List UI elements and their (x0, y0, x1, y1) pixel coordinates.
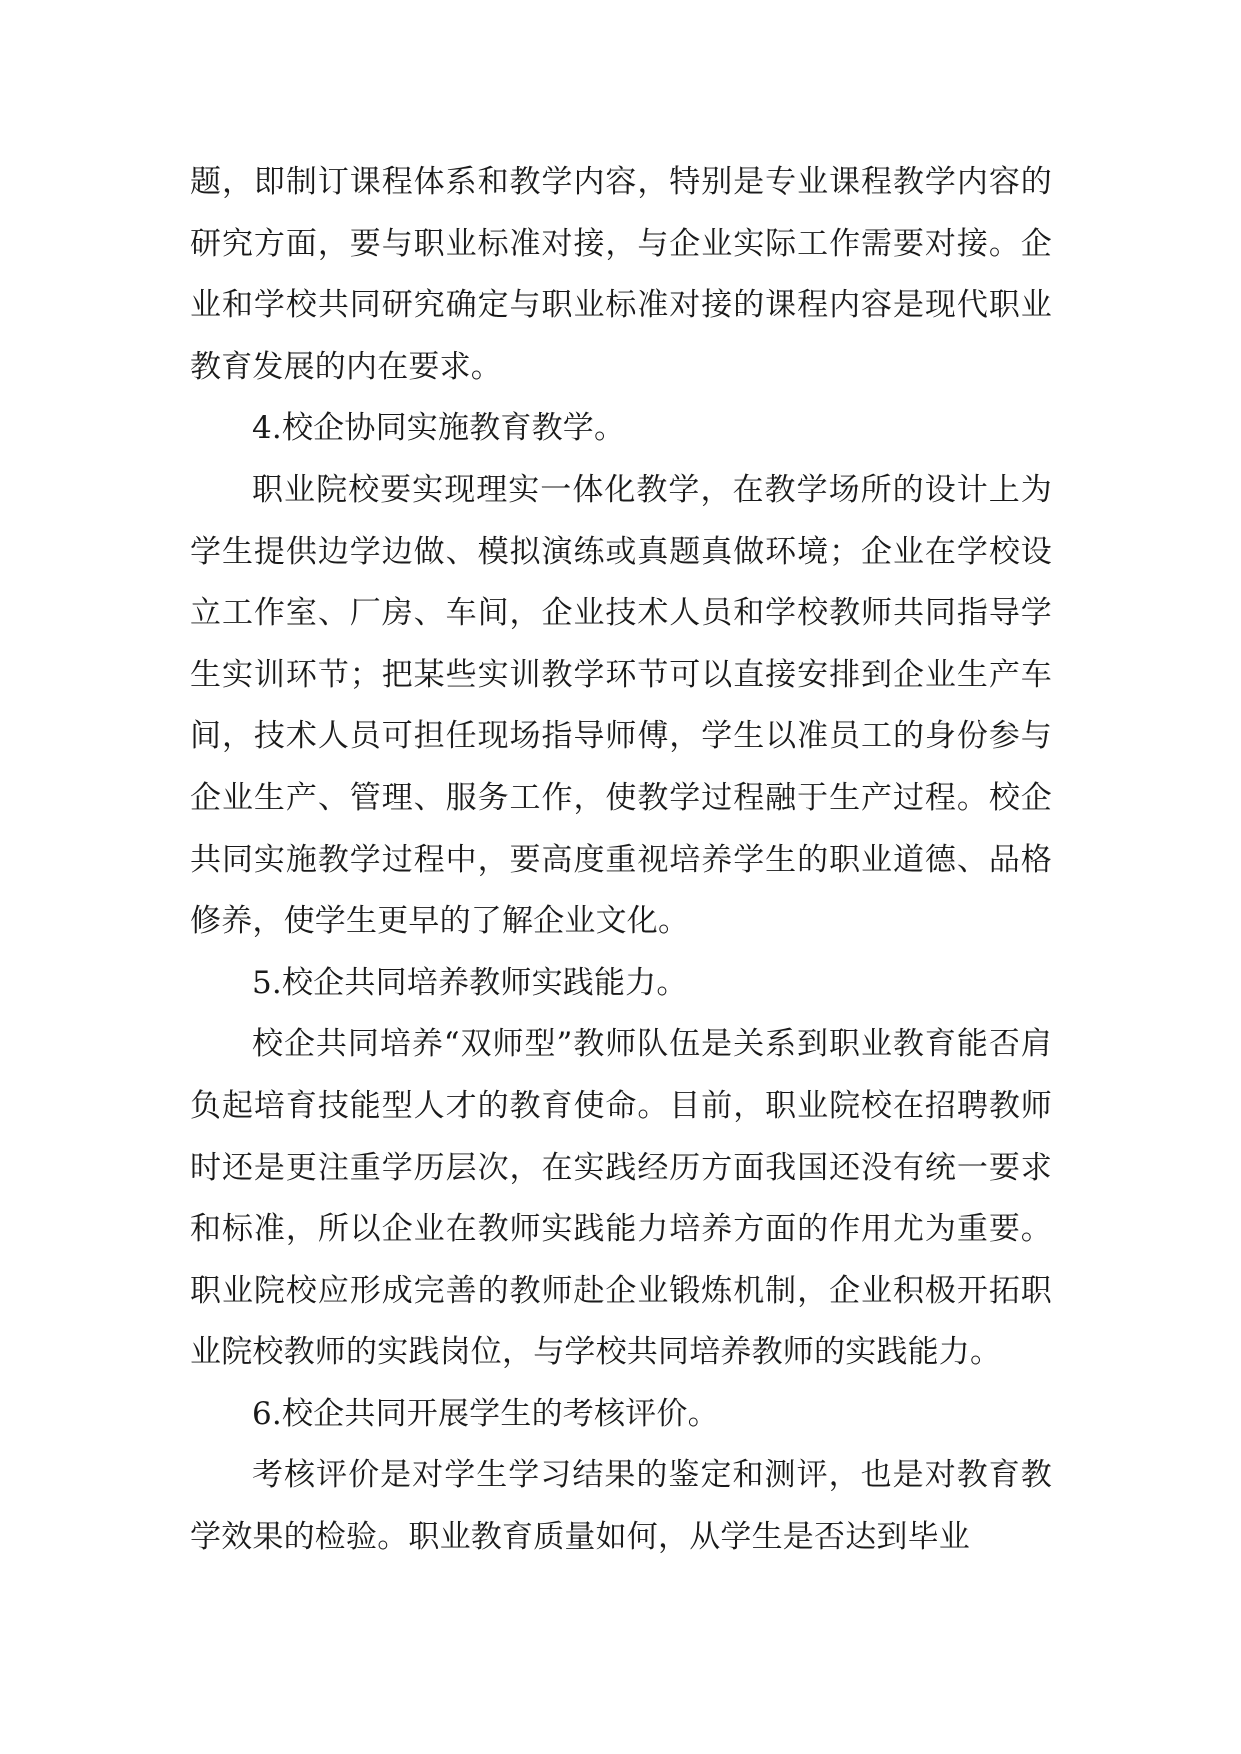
paragraph-section-4: 职业院校要实现理实一体化教学，在教学场所的设计上为学生提供边学边做、模拟演练或真题真做环境；企业在学校设立工作室、厂房、车间，企业技术人员和学校教师共同指导学生实训环节；把某些实训教学环节可以直接安排到企业生产车间，技术人员可担任现场指导师傅，学生以准员工的身份参与企业生产、管理、服务工作，使教学过程融于生产过程。校企共同实施教学过程中，要高度重视培养学生的职业道德、品格修养，使学生更早的了解企业文化。 (190, 471, 1052, 940)
section-heading-5: 5.校企共同培养教师实践能力。 (252, 964, 688, 1001)
paragraph-continuation: 题，即制订课程体系和教学内容，特别是专业课程教学内容的研究方面，要与职业标准对接，与企业实际工作需要对接。企业和学校共同研究确定与职业标准对接的课程内容是现代职业教育发展的内在要求。 (190, 164, 1052, 385)
document-body (190, 152, 1052, 1569)
paragraph-section-6: 考核评价是对学生学习结果的鉴定和测评，也是对教育教学效果的检验。职业教育质量如何，从学生是否达到毕业 (190, 1457, 1052, 1556)
paragraph-section-5: 校企共同培养“双师型”教师队伍是关系到职业教育能否肩负起培育技能型人才的教育使命。目前，职业院校在招聘教师时还是更注重学历层次，在实践经历方面我国还没有统一要求和标准，所以企业在教师实践能力培养方面的作用尤为重要。职业院校应形成完善的教师赴企业锻炼机制，企业积极开拓职业院校教师的实践岗位，与学校共同培养教师的实践能力。 (190, 1026, 1052, 1371)
section-heading-4: 4.校企协同实施教育教学。 (252, 410, 626, 447)
section-heading-6: 6.校企共同开展学生的考核评价。 (252, 1395, 719, 1432)
